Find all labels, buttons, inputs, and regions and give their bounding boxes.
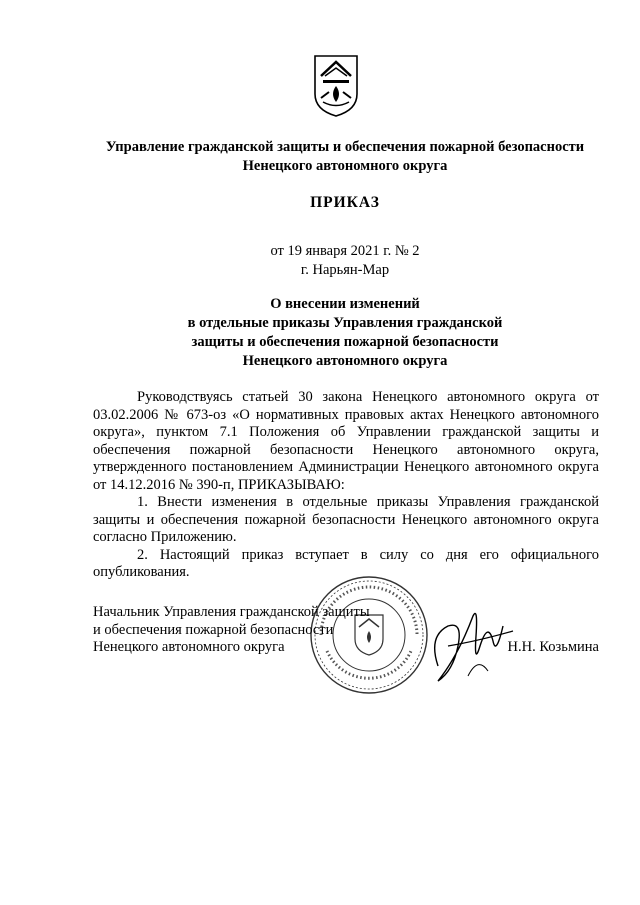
document-subject: [80, 295, 610, 371]
order-item-1: 1. Внести изменения в отдельные приказы Управления гражданской защиты и обеспечения пожарной безопасности Ненецкого автономного округа согласно Приложению.: [93, 494, 599, 545]
document-type: ПРИКАЗ: [310, 194, 380, 211]
org-name-line2: Ненецкого автономного округа: [242, 158, 448, 174]
preamble-paragraph: Руководствуясь статьей 30 закона Ненецкого автономного округа от 03.02.2006 № 673-оз «О нормативных правовых актах Ненецкого автономного округа», пунктом 7.1 Положения об Управлении гражданской защиты и обеспечения пожарной безопасности Ненецкого автономного округа, утвержденного постановлением Администрации Ненецкого автономного округа от 14.12.2016 № 390-п, ПРИКАЗЫВАЮ:: [93, 389, 599, 493]
signatory-position-line3: Ненецкого автономного округа: [93, 639, 285, 655]
coat-of-arms-icon: [313, 54, 359, 118]
subject-line3: защиты и обеспечения пожарной безопасности: [191, 334, 499, 350]
subject-line1: О внесении изменений: [270, 296, 420, 312]
document-date-block: [80, 242, 610, 280]
handwritten-signature-icon: [418, 596, 528, 696]
signatory-position-line1: Начальник Управления гражданской защиты: [93, 604, 370, 620]
org-name-line1: Управление гражданской защиты и обеспечения пожарной безопасности: [105, 139, 585, 155]
order-item-2: 2. Настоящий приказ вступает в силу со дня его официального опубликования.: [93, 546, 599, 580]
organization-header: [80, 138, 610, 176]
subject-line4: Ненецкого автономного округа: [242, 353, 448, 369]
document-body: [93, 389, 599, 582]
document-place: г. Нарьян-Мар: [300, 262, 390, 278]
subject-line2: в отдельные приказы Управления гражданской: [187, 315, 503, 331]
signatory-name: Н.Н. Козьмина: [507, 639, 599, 655]
document-date: от 19 января 2021 г. № 2: [270, 243, 420, 259]
signatory-position-line2: и обеспечения пожарной безопасности: [93, 621, 334, 638]
